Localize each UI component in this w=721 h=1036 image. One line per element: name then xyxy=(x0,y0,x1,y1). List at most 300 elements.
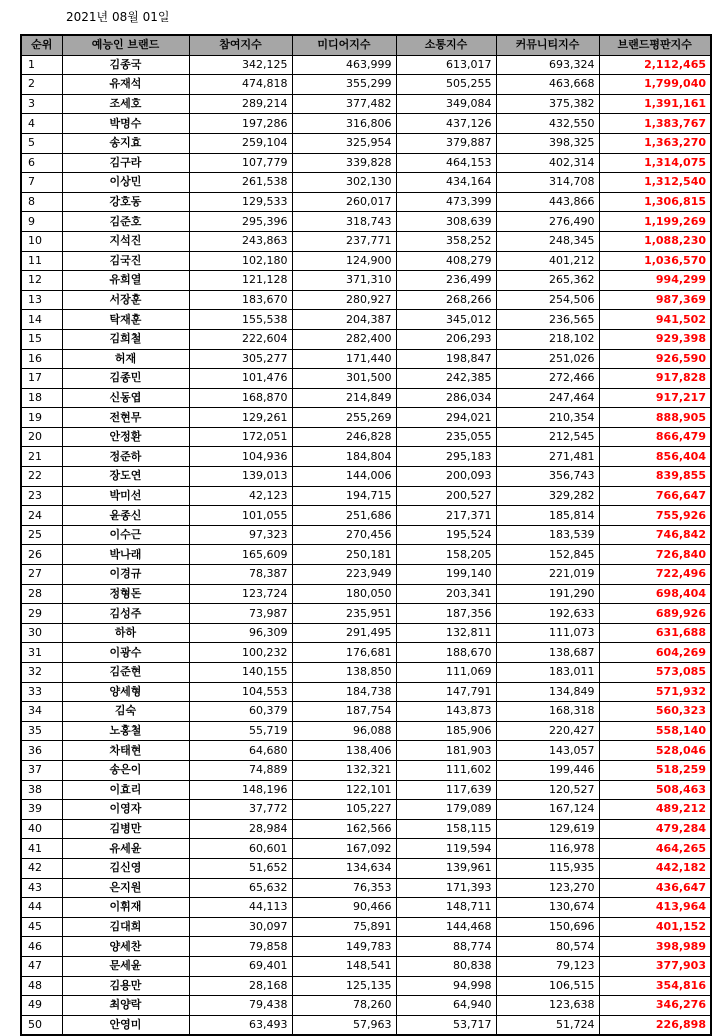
communication-cell: 53,717 xyxy=(396,1015,496,1035)
rank-cell: 42 xyxy=(21,858,62,878)
brand-name-cell: 노홍철 xyxy=(62,721,189,741)
brand-score-cell: 413,964 xyxy=(599,898,711,918)
brand-score-cell: 755,926 xyxy=(599,506,711,526)
table-row xyxy=(21,996,711,1016)
brand-name-cell: 조세호 xyxy=(62,94,189,114)
brand-score-cell: 398,989 xyxy=(599,937,711,957)
community-cell: 212,545 xyxy=(496,427,599,447)
table-row xyxy=(21,545,711,565)
community-cell: 143,057 xyxy=(496,741,599,761)
table-row xyxy=(21,310,711,330)
brand-score-cell: 436,647 xyxy=(599,878,711,898)
participation-cell: 44,113 xyxy=(189,898,292,918)
media-cell: 57,963 xyxy=(292,1015,396,1035)
community-cell: 199,446 xyxy=(496,760,599,780)
brand-name-cell: 박나래 xyxy=(62,545,189,565)
media-cell: 75,891 xyxy=(292,917,396,937)
brand-name-cell: 송은이 xyxy=(62,760,189,780)
participation-cell: 102,180 xyxy=(189,251,292,271)
communication-cell: 94,998 xyxy=(396,976,496,996)
rank-cell: 31 xyxy=(21,643,62,663)
brand-score-cell: 631,688 xyxy=(599,623,711,643)
community-cell: 167,124 xyxy=(496,800,599,820)
communication-cell: 345,012 xyxy=(396,310,496,330)
brand-name-cell: 김희철 xyxy=(62,329,189,349)
communication-cell: 64,940 xyxy=(396,996,496,1016)
community-cell: 254,506 xyxy=(496,290,599,310)
community-cell: 111,073 xyxy=(496,623,599,643)
community-cell: 432,550 xyxy=(496,114,599,134)
community-cell: 116,978 xyxy=(496,839,599,859)
community-cell: 183,539 xyxy=(496,525,599,545)
brand-name-cell: 김숙 xyxy=(62,702,189,722)
participation-cell: 96,309 xyxy=(189,623,292,643)
rank-cell: 45 xyxy=(21,917,62,937)
rank-cell: 36 xyxy=(21,741,62,761)
participation-cell: 69,401 xyxy=(189,956,292,976)
brand-name-cell: 김준현 xyxy=(62,663,189,683)
participation-cell: 155,538 xyxy=(189,310,292,330)
community-cell: 129,619 xyxy=(496,819,599,839)
table-row xyxy=(21,721,711,741)
media-cell: 180,050 xyxy=(292,584,396,604)
table-row xyxy=(21,212,711,232)
table-row xyxy=(21,173,711,193)
participation-cell: 172,051 xyxy=(189,427,292,447)
participation-cell: 295,396 xyxy=(189,212,292,232)
media-cell: 280,927 xyxy=(292,290,396,310)
brand-score-cell: 929,398 xyxy=(599,329,711,349)
brand-score-cell: 856,404 xyxy=(599,447,711,467)
brand-name-cell: 이영자 xyxy=(62,800,189,820)
community-cell: 314,708 xyxy=(496,173,599,193)
community-cell: 272,466 xyxy=(496,369,599,389)
table-row xyxy=(21,917,711,937)
brand-score-cell: 866,479 xyxy=(599,427,711,447)
brand-score-cell: 1,088,230 xyxy=(599,231,711,251)
communication-cell: 294,021 xyxy=(396,408,496,428)
brand-name-cell: 허재 xyxy=(62,349,189,369)
rank-cell: 9 xyxy=(21,212,62,232)
brand-name-cell: 지석진 xyxy=(62,231,189,251)
media-cell: 223,949 xyxy=(292,565,396,585)
participation-cell: 261,538 xyxy=(189,173,292,193)
brand-score-cell: 917,828 xyxy=(599,369,711,389)
rank-cell: 21 xyxy=(21,447,62,467)
brand-name-cell: 이경규 xyxy=(62,565,189,585)
participation-cell: 101,055 xyxy=(189,506,292,526)
communication-cell: 268,266 xyxy=(396,290,496,310)
community-cell: 463,668 xyxy=(496,75,599,95)
media-cell: 260,017 xyxy=(292,192,396,212)
brand-score-cell: 464,265 xyxy=(599,839,711,859)
community-cell: 247,464 xyxy=(496,388,599,408)
participation-cell: 165,609 xyxy=(189,545,292,565)
brand-score-cell: 941,502 xyxy=(599,310,711,330)
brand-name-cell: 이휘재 xyxy=(62,898,189,918)
communication-cell: 217,371 xyxy=(396,506,496,526)
participation-cell: 97,323 xyxy=(189,525,292,545)
participation-cell: 37,772 xyxy=(189,800,292,820)
rank-cell: 44 xyxy=(21,898,62,918)
table-row xyxy=(21,780,711,800)
rank-cell: 29 xyxy=(21,604,62,624)
participation-cell: 74,889 xyxy=(189,760,292,780)
rank-cell: 20 xyxy=(21,427,62,447)
rank-cell: 46 xyxy=(21,937,62,957)
media-cell: 184,804 xyxy=(292,447,396,467)
brand-score-cell: 722,496 xyxy=(599,565,711,585)
community-cell: 398,325 xyxy=(496,133,599,153)
community-cell: 218,102 xyxy=(496,329,599,349)
table-row xyxy=(21,682,711,702)
community-cell: 138,687 xyxy=(496,643,599,663)
table-row xyxy=(21,741,711,761)
community-cell: 192,633 xyxy=(496,604,599,624)
brand-name-cell: 강호동 xyxy=(62,192,189,212)
communication-cell: 295,183 xyxy=(396,447,496,467)
participation-cell: 289,214 xyxy=(189,94,292,114)
participation-cell: 78,387 xyxy=(189,565,292,585)
brand-name-cell: 김종민 xyxy=(62,369,189,389)
brand-name-cell: 장도연 xyxy=(62,467,189,487)
rank-cell: 10 xyxy=(21,231,62,251)
brand-name-cell: 김종국 xyxy=(62,55,189,75)
brand-score-cell: 1,199,269 xyxy=(599,212,711,232)
brand-name-cell: 전현무 xyxy=(62,408,189,428)
brand-score-cell: 571,932 xyxy=(599,682,711,702)
table-row xyxy=(21,858,711,878)
brand-score-cell: 987,369 xyxy=(599,290,711,310)
rank-cell: 1 xyxy=(21,55,62,75)
communication-cell: 171,393 xyxy=(396,878,496,898)
community-cell: 265,362 xyxy=(496,271,599,291)
table-row xyxy=(21,956,711,976)
participation-cell: 28,168 xyxy=(189,976,292,996)
media-cell: 301,500 xyxy=(292,369,396,389)
brand-name-cell: 김국진 xyxy=(62,251,189,271)
header-community: 커뮤니티지수 xyxy=(496,35,599,55)
rank-cell: 35 xyxy=(21,721,62,741)
communication-cell: 148,711 xyxy=(396,898,496,918)
participation-cell: 30,097 xyxy=(189,917,292,937)
communication-cell: 434,164 xyxy=(396,173,496,193)
rank-cell: 17 xyxy=(21,369,62,389)
participation-cell: 60,379 xyxy=(189,702,292,722)
brand-name-cell: 김성주 xyxy=(62,604,189,624)
brand-score-cell: 489,212 xyxy=(599,800,711,820)
brand-score-cell: 1,799,040 xyxy=(599,75,711,95)
brand-name-cell: 김용만 xyxy=(62,976,189,996)
media-cell: 237,771 xyxy=(292,231,396,251)
participation-cell: 121,128 xyxy=(189,271,292,291)
table-row xyxy=(21,565,711,585)
community-cell: 120,527 xyxy=(496,780,599,800)
brand-name-cell: 김대희 xyxy=(62,917,189,937)
community-cell: 221,019 xyxy=(496,565,599,585)
table-row xyxy=(21,937,711,957)
communication-cell: 187,356 xyxy=(396,604,496,624)
brand-name-cell: 이상민 xyxy=(62,173,189,193)
media-cell: 371,310 xyxy=(292,271,396,291)
communication-cell: 308,639 xyxy=(396,212,496,232)
participation-cell: 73,987 xyxy=(189,604,292,624)
brand-name-cell: 정준하 xyxy=(62,447,189,467)
communication-cell: 158,115 xyxy=(396,819,496,839)
table-row xyxy=(21,467,711,487)
media-cell: 138,406 xyxy=(292,741,396,761)
media-cell: 318,743 xyxy=(292,212,396,232)
brand-score-cell: 518,259 xyxy=(599,760,711,780)
rank-cell: 6 xyxy=(21,153,62,173)
brand-name-cell: 이광수 xyxy=(62,643,189,663)
community-cell: 210,354 xyxy=(496,408,599,428)
participation-cell: 65,632 xyxy=(189,878,292,898)
table-row xyxy=(21,702,711,722)
communication-cell: 349,084 xyxy=(396,94,496,114)
participation-cell: 101,476 xyxy=(189,369,292,389)
brand-name-cell: 차태현 xyxy=(62,741,189,761)
brand-name-cell: 탁재훈 xyxy=(62,310,189,330)
media-cell: 235,951 xyxy=(292,604,396,624)
media-cell: 184,738 xyxy=(292,682,396,702)
brand-score-cell: 558,140 xyxy=(599,721,711,741)
brand-name-cell: 김준호 xyxy=(62,212,189,232)
media-cell: 148,541 xyxy=(292,956,396,976)
participation-cell: 305,277 xyxy=(189,349,292,369)
media-cell: 246,828 xyxy=(292,427,396,447)
media-cell: 291,495 xyxy=(292,623,396,643)
participation-cell: 63,493 xyxy=(189,1015,292,1035)
brand-score-cell: 560,323 xyxy=(599,702,711,722)
community-cell: 183,011 xyxy=(496,663,599,683)
participation-cell: 140,155 xyxy=(189,663,292,683)
table-row xyxy=(21,447,711,467)
communication-cell: 235,055 xyxy=(396,427,496,447)
brand-score-cell: 888,905 xyxy=(599,408,711,428)
community-cell: 220,427 xyxy=(496,721,599,741)
media-cell: 134,634 xyxy=(292,858,396,878)
rank-cell: 30 xyxy=(21,623,62,643)
brand-name-cell: 송지효 xyxy=(62,133,189,153)
brand-score-cell: 401,152 xyxy=(599,917,711,937)
rank-cell: 48 xyxy=(21,976,62,996)
brand-name-cell: 정형돈 xyxy=(62,584,189,604)
communication-cell: 613,017 xyxy=(396,55,496,75)
rank-cell: 13 xyxy=(21,290,62,310)
brand-name-cell: 안영미 xyxy=(62,1015,189,1035)
table-row xyxy=(21,976,711,996)
table-row xyxy=(21,329,711,349)
communication-cell: 206,293 xyxy=(396,329,496,349)
table-row xyxy=(21,663,711,683)
brand-name-cell: 윤종신 xyxy=(62,506,189,526)
media-cell: 187,754 xyxy=(292,702,396,722)
communication-cell: 132,811 xyxy=(396,623,496,643)
participation-cell: 197,286 xyxy=(189,114,292,134)
participation-cell: 79,438 xyxy=(189,996,292,1016)
communication-cell: 195,524 xyxy=(396,525,496,545)
brand-score-cell: 994,299 xyxy=(599,271,711,291)
communication-cell: 181,903 xyxy=(396,741,496,761)
report-date: 2021년 08월 01일 xyxy=(66,10,170,24)
media-cell: 270,456 xyxy=(292,525,396,545)
brand-score-cell: 2,112,465 xyxy=(599,55,711,75)
community-cell: 51,724 xyxy=(496,1015,599,1035)
table-row xyxy=(21,486,711,506)
participation-cell: 129,261 xyxy=(189,408,292,428)
brand-name-cell: 은지원 xyxy=(62,878,189,898)
table-row xyxy=(21,133,711,153)
participation-cell: 148,196 xyxy=(189,780,292,800)
media-cell: 90,466 xyxy=(292,898,396,918)
brand-score-cell: 726,840 xyxy=(599,545,711,565)
media-cell: 171,440 xyxy=(292,349,396,369)
brand-score-cell: 377,903 xyxy=(599,956,711,976)
media-cell: 149,783 xyxy=(292,937,396,957)
community-cell: 693,324 xyxy=(496,55,599,75)
community-cell: 80,574 xyxy=(496,937,599,957)
table-row xyxy=(21,427,711,447)
media-cell: 250,181 xyxy=(292,545,396,565)
community-cell: 79,123 xyxy=(496,956,599,976)
media-cell: 251,686 xyxy=(292,506,396,526)
participation-cell: 342,125 xyxy=(189,55,292,75)
community-cell: 150,696 xyxy=(496,917,599,937)
participation-cell: 64,680 xyxy=(189,741,292,761)
brand-score-cell: 508,463 xyxy=(599,780,711,800)
brand-name-cell: 양세형 xyxy=(62,682,189,702)
communication-cell: 473,399 xyxy=(396,192,496,212)
table-row xyxy=(21,290,711,310)
media-cell: 162,566 xyxy=(292,819,396,839)
rank-cell: 8 xyxy=(21,192,62,212)
brand-score-cell: 1,383,767 xyxy=(599,114,711,134)
participation-cell: 28,984 xyxy=(189,819,292,839)
communication-cell: 158,205 xyxy=(396,545,496,565)
brand-score-cell: 766,647 xyxy=(599,486,711,506)
rank-cell: 15 xyxy=(21,329,62,349)
media-cell: 122,101 xyxy=(292,780,396,800)
community-cell: 152,845 xyxy=(496,545,599,565)
rank-cell: 14 xyxy=(21,310,62,330)
header-brand: 예능인 브랜드 xyxy=(62,35,189,55)
participation-cell: 243,863 xyxy=(189,231,292,251)
rank-cell: 40 xyxy=(21,819,62,839)
brand-score-cell: 746,842 xyxy=(599,525,711,545)
communication-cell: 185,906 xyxy=(396,721,496,741)
communication-cell: 147,791 xyxy=(396,682,496,702)
table-header-row xyxy=(21,35,711,55)
brand-name-cell: 하하 xyxy=(62,623,189,643)
media-cell: 144,006 xyxy=(292,467,396,487)
community-cell: 276,490 xyxy=(496,212,599,232)
community-cell: 401,212 xyxy=(496,251,599,271)
brand-name-cell: 최양락 xyxy=(62,996,189,1016)
community-cell: 134,849 xyxy=(496,682,599,702)
table-row xyxy=(21,525,711,545)
rank-cell: 26 xyxy=(21,545,62,565)
brand-reputation-table xyxy=(20,34,712,1036)
header-media: 미디어지수 xyxy=(292,35,396,55)
brand-score-cell: 479,284 xyxy=(599,819,711,839)
brand-score-cell: 926,590 xyxy=(599,349,711,369)
communication-cell: 200,527 xyxy=(396,486,496,506)
brand-score-cell: 689,926 xyxy=(599,604,711,624)
community-cell: 271,481 xyxy=(496,447,599,467)
media-cell: 204,387 xyxy=(292,310,396,330)
header-brand-score: 브랜드평판지수 xyxy=(599,35,711,55)
participation-cell: 104,553 xyxy=(189,682,292,702)
communication-cell: 111,069 xyxy=(396,663,496,683)
rank-cell: 33 xyxy=(21,682,62,702)
community-cell: 356,743 xyxy=(496,467,599,487)
header-rank: 순위 xyxy=(21,35,62,55)
communication-cell: 437,126 xyxy=(396,114,496,134)
table-body xyxy=(21,55,711,1035)
rank-cell: 37 xyxy=(21,760,62,780)
brand-name-cell: 김구라 xyxy=(62,153,189,173)
communication-cell: 199,140 xyxy=(396,565,496,585)
media-cell: 377,482 xyxy=(292,94,396,114)
media-cell: 339,828 xyxy=(292,153,396,173)
header-participation: 참여지수 xyxy=(189,35,292,55)
brand-score-cell: 1,363,270 xyxy=(599,133,711,153)
media-cell: 76,353 xyxy=(292,878,396,898)
communication-cell: 358,252 xyxy=(396,231,496,251)
participation-cell: 79,858 xyxy=(189,937,292,957)
media-cell: 302,130 xyxy=(292,173,396,193)
rank-cell: 50 xyxy=(21,1015,62,1035)
communication-cell: 143,873 xyxy=(396,702,496,722)
communication-cell: 408,279 xyxy=(396,251,496,271)
rank-cell: 2 xyxy=(21,75,62,95)
rank-cell: 49 xyxy=(21,996,62,1016)
communication-cell: 464,153 xyxy=(396,153,496,173)
rank-cell: 23 xyxy=(21,486,62,506)
brand-score-cell: 442,182 xyxy=(599,858,711,878)
rank-cell: 25 xyxy=(21,525,62,545)
brand-score-cell: 1,314,075 xyxy=(599,153,711,173)
brand-name-cell: 신동엽 xyxy=(62,388,189,408)
community-cell: 248,345 xyxy=(496,231,599,251)
participation-cell: 107,779 xyxy=(189,153,292,173)
table-row xyxy=(21,369,711,389)
rank-cell: 47 xyxy=(21,956,62,976)
table-row xyxy=(21,349,711,369)
media-cell: 176,681 xyxy=(292,643,396,663)
community-cell: 106,515 xyxy=(496,976,599,996)
community-cell: 185,814 xyxy=(496,506,599,526)
brand-name-cell: 김신영 xyxy=(62,858,189,878)
community-cell: 123,638 xyxy=(496,996,599,1016)
rank-cell: 43 xyxy=(21,878,62,898)
community-cell: 168,318 xyxy=(496,702,599,722)
rank-cell: 41 xyxy=(21,839,62,859)
rank-cell: 34 xyxy=(21,702,62,722)
community-cell: 443,866 xyxy=(496,192,599,212)
communication-cell: 505,255 xyxy=(396,75,496,95)
media-cell: 125,135 xyxy=(292,976,396,996)
brand-name-cell: 이효리 xyxy=(62,780,189,800)
media-cell: 167,092 xyxy=(292,839,396,859)
communication-cell: 80,838 xyxy=(396,956,496,976)
brand-score-cell: 1,036,570 xyxy=(599,251,711,271)
participation-cell: 129,533 xyxy=(189,192,292,212)
brand-score-cell: 917,217 xyxy=(599,388,711,408)
community-cell: 115,935 xyxy=(496,858,599,878)
table-row xyxy=(21,271,711,291)
